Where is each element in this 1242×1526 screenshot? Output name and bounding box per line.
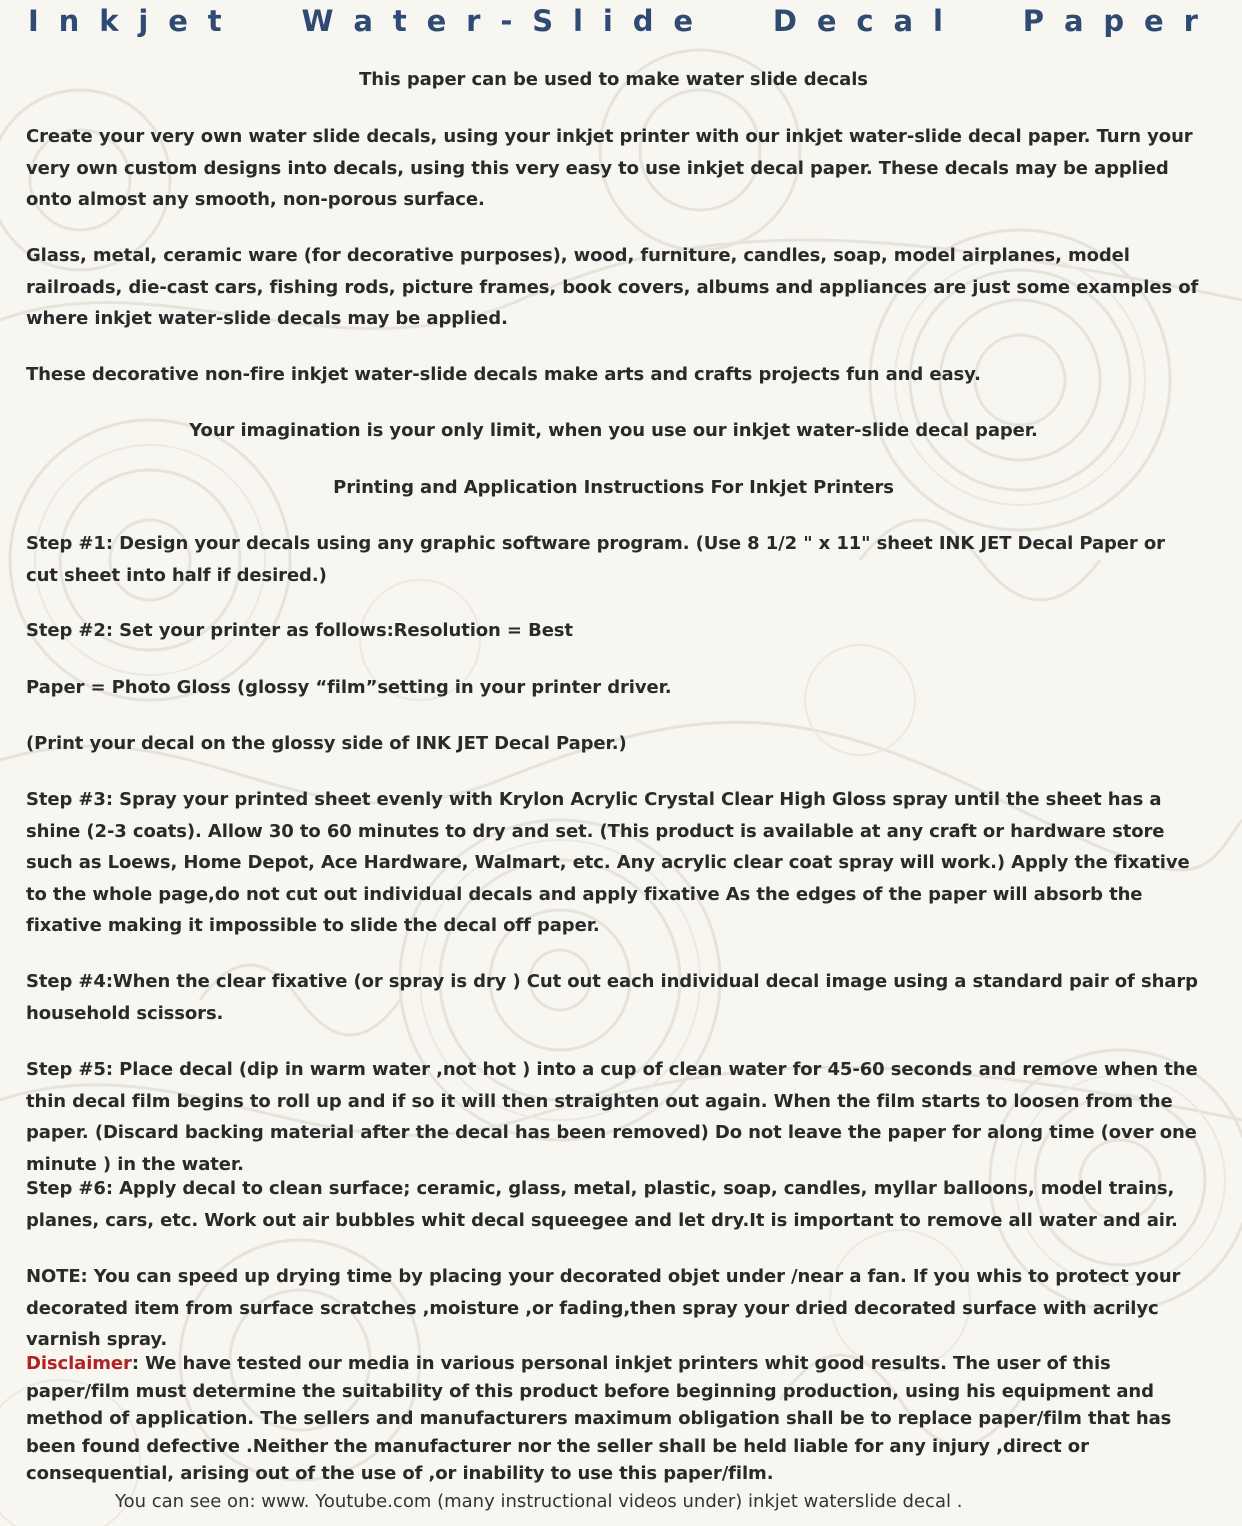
- page-title: [28, 2, 1198, 40]
- step-4: Step #4:When the clear fixative (or spray is dry ) Cut out each individual decal image using a standard pair of sharp household scissors.: [26, 971, 1198, 1024]
- title-letter: n: [58, 4, 80, 38]
- paper-setting: Paper = Photo Gloss (glossy “film”setting in your printer driver.: [26, 677, 672, 698]
- title-letter: r: [1183, 4, 1198, 38]
- title-letter: k: [99, 4, 119, 38]
- title-letter: j: [138, 4, 149, 38]
- title-letter: -: [500, 4, 513, 38]
- title-letter: i: [602, 4, 613, 38]
- disclaimer-paragraph: [26, 1350, 1201, 1488]
- title-letter: e: [1144, 4, 1164, 38]
- title-letter: e: [426, 4, 447, 38]
- title-letter: W: [301, 4, 334, 38]
- title-letter: a: [893, 4, 914, 38]
- note-paragraph: NOTE: You can speed up drying time by placing your decorated objet under /near a fan. If you whis to protect your decorated item from surface scratches ,moisture ,or fading,then spray your dried decorated surface with acrilyc varnish spray.: [26, 1266, 1181, 1350]
- title-letter: [242, 2, 252, 40]
- intro-paragraph: Create your very own water slide decals, using your inkjet printer with our inkjet water-slide decal paper. Turn your very own custom designs into decals, using this very easy to use inkjet decal paper. These decals may be applied onto almost any smooth, non-porous surface.: [26, 126, 1193, 210]
- title-letter: l: [932, 4, 943, 38]
- title-letter: l: [573, 4, 583, 38]
- decorative-paragraph: These decorative non-fire inkjet water-slide decals make arts and crafts projects fun and easy.: [26, 364, 981, 385]
- title-letter: e: [816, 4, 837, 38]
- imagination-line: Your imagination is your only limit, when you use our inkjet water-slide decal paper.: [189, 420, 1038, 441]
- title-letter: [713, 2, 723, 40]
- print-side-note: (Print your decal on the glossy side of INK JET Decal Paper.): [26, 733, 627, 754]
- title-letter: D: [772, 4, 797, 38]
- footer-youtube-note: You can see on: www. Youtube.com (many instructional videos under) inkjet waterslide decal .: [115, 1491, 963, 1512]
- title-letter: e: [673, 4, 694, 38]
- step-3: Step #3: Spray your printed sheet evenly with Krylon Acrylic Crystal Clear High Gloss spray until the sheet has a shine (2-3 coats). Allow 30 to 60 minutes to dry and set. (This product is available at any craft or hardware store such as Loews, Home Depot, Ace Hardware, Walmart, etc. Any acrylic clear coat spray will work.) Apply the fixative to the whole page,do not cut out individual decals and apply fixative As the edges of the paper will absorb the fixative making it impossible to slide the decal off paper.: [26, 789, 1190, 936]
- subtitle: This paper can be used to make water slide decals: [359, 69, 868, 90]
- title-letter: p: [1103, 4, 1125, 38]
- step-6: Step #6: Apply decal to clean surface; ceramic, glass, metal, plastic, soap, candles, myllar balloons, model trains, planes, cars, etc. Work out air bubbles whit decal squeegee and let dry.It is important to remove all water and air.: [26, 1178, 1178, 1231]
- disclaimer-text: : We have tested our media in various personal inkjet printers whit good results. The user of this paper/film must determine the suitability of this product before beginning production, using his equipment and method of application. The sellers and manufacturers maximum obligation shall be to replace paper/film that has been found defective .Neither the manufacturer nor the seller shall be held liable for any injury ,direct or consequential, arising out of the use of ,or inability to use this paper/film.: [26, 1353, 1172, 1484]
- instructions-heading: Printing and Application Instructions For Inkjet Printers: [333, 477, 894, 498]
- title-letter: [963, 2, 973, 40]
- step-2: Step #2: Set your printer as follows:Resolution = Best: [26, 620, 573, 641]
- title-letter: d: [632, 4, 654, 38]
- step-1: Step #1: Design your decals using any graphic software program. (Use 8 1/2 " x 11" sheet INK JET Decal Paper or cut sheet into half if desired.): [26, 533, 1165, 586]
- title-letter: [272, 2, 282, 40]
- surfaces-paragraph: Glass, metal, ceramic ware (for decorative purposes), wood, furniture, candles, soap, model airplanes, model railroads, die-cast cars, fishing rods, picture frames, book covers, albums and appliances are just some examples of where inkjet water-slide decals may be applied.: [26, 245, 1199, 329]
- title-letter: c: [856, 4, 874, 38]
- title-letter: [993, 2, 1003, 40]
- title-letter: [743, 2, 753, 40]
- title-letter: r: [466, 4, 481, 38]
- title-letter: a: [353, 4, 373, 38]
- title-letter: P: [1022, 4, 1045, 38]
- title-letter: e: [168, 4, 188, 38]
- title-letter: a: [1063, 4, 1084, 38]
- title-letter: S: [532, 4, 554, 38]
- step-5: Step #5: Place decal (dip in warm water ,not hot ) into a cup of clean water for 45-60 seconds and remove when the thin decal film begins to roll up and if so it will then straighten out again. When the film starts to loosen from the paper. (Discard backing material after the decal has been removed) Do not leave the paper for along time (over one minute ) in the water.: [26, 1059, 1198, 1175]
- title-letter: t: [392, 4, 407, 38]
- title-letter: I: [28, 4, 39, 38]
- title-letter: t: [207, 4, 222, 38]
- disclaimer-label: Disclaimer: [26, 1353, 132, 1374]
